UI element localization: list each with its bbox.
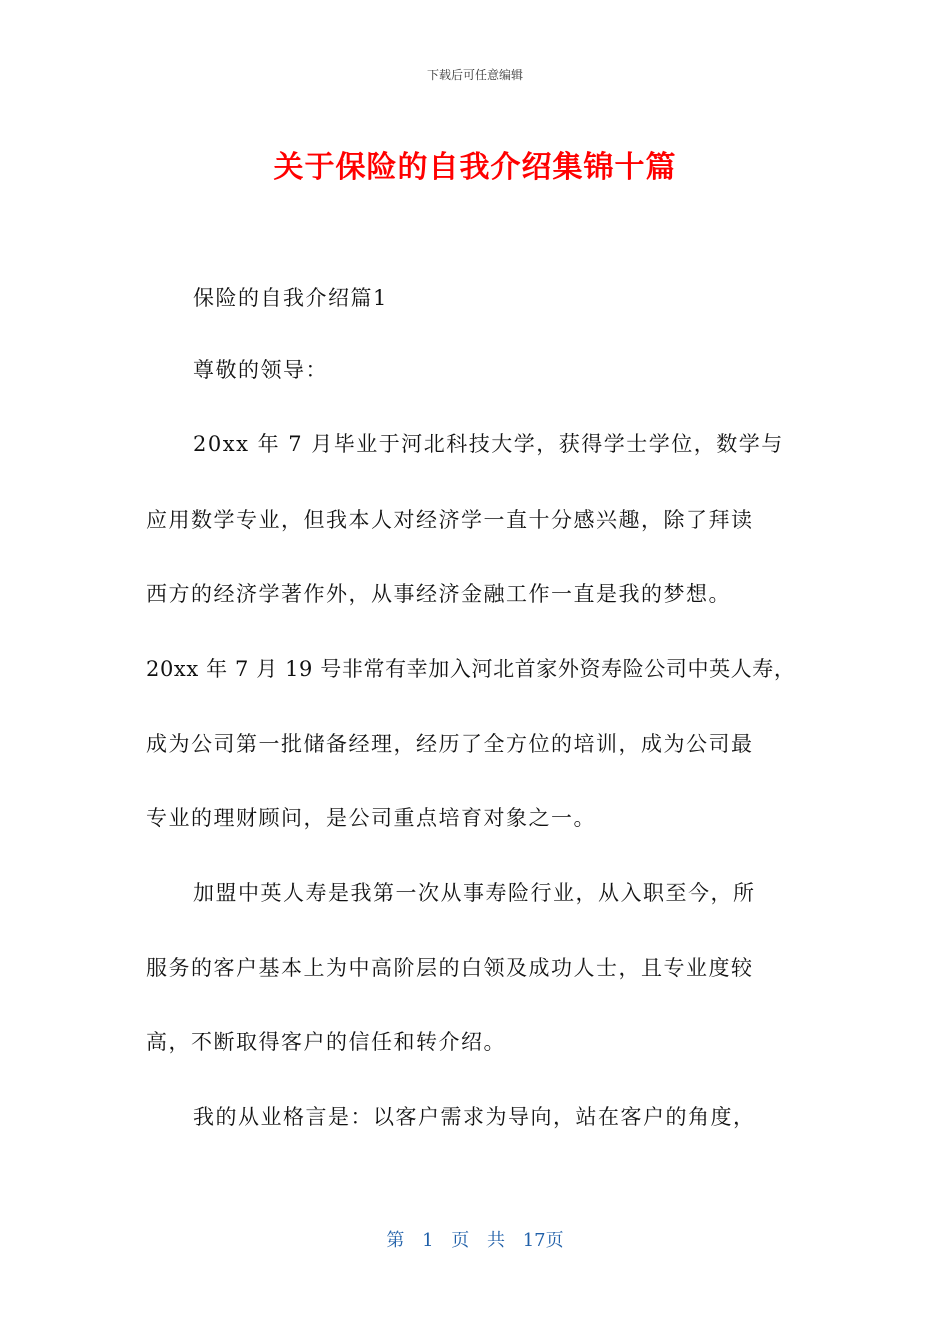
footer-current-page: 1: [422, 1230, 434, 1251]
document-title: 关于保险的自我介绍集锦十篇: [273, 150, 677, 185]
paragraph-line: 应用数学专业，但我本人对经济学一直十分感兴趣，除了拜读: [146, 508, 754, 532]
paragraph-line: 高，不断取得客户的信任和转介绍。: [146, 1030, 506, 1054]
footer-total-pages: 17页: [522, 1230, 564, 1251]
section-heading: 保险的自我介绍篇1: [193, 286, 388, 310]
paragraph-line: 20xx 年 7 月 19 号非常有幸加入河北首家外资寿险公司中英人寿，: [146, 657, 796, 681]
paragraph-line: 成为公司第一批储备经理，经历了全方位的培训，成为公司最: [146, 732, 754, 756]
paragraph-line: 专业的理财顾问，是公司重点培育对象之一。: [146, 806, 596, 830]
paragraph-line: 20xx 年 7 月毕业于河北科技大学，获得学士学位，数学与: [193, 432, 784, 456]
footer-prefix: 第: [386, 1230, 405, 1251]
header-note: 下载后可任意编辑: [426, 68, 523, 82]
paragraph-line: 西方的经济学著作外，从事经济金融工作一直是我的梦想。: [146, 582, 731, 606]
paragraph-line: 加盟中英人寿是我第一次从事寿险行业，从入职至今，所: [193, 881, 756, 905]
footer-page-word: 页: [451, 1230, 470, 1251]
page-footer: [0, 1226, 950, 1252]
paragraph-line: 我的从业格言是：以客户需求为导向，站在客户的角度，: [193, 1105, 756, 1129]
paragraph-line: 服务的客户基本上为中高阶层的白领及成功人士，且专业度较: [146, 956, 754, 980]
footer-total-word: 共: [487, 1230, 505, 1251]
salutation: 尊敬的领导：: [193, 358, 328, 382]
